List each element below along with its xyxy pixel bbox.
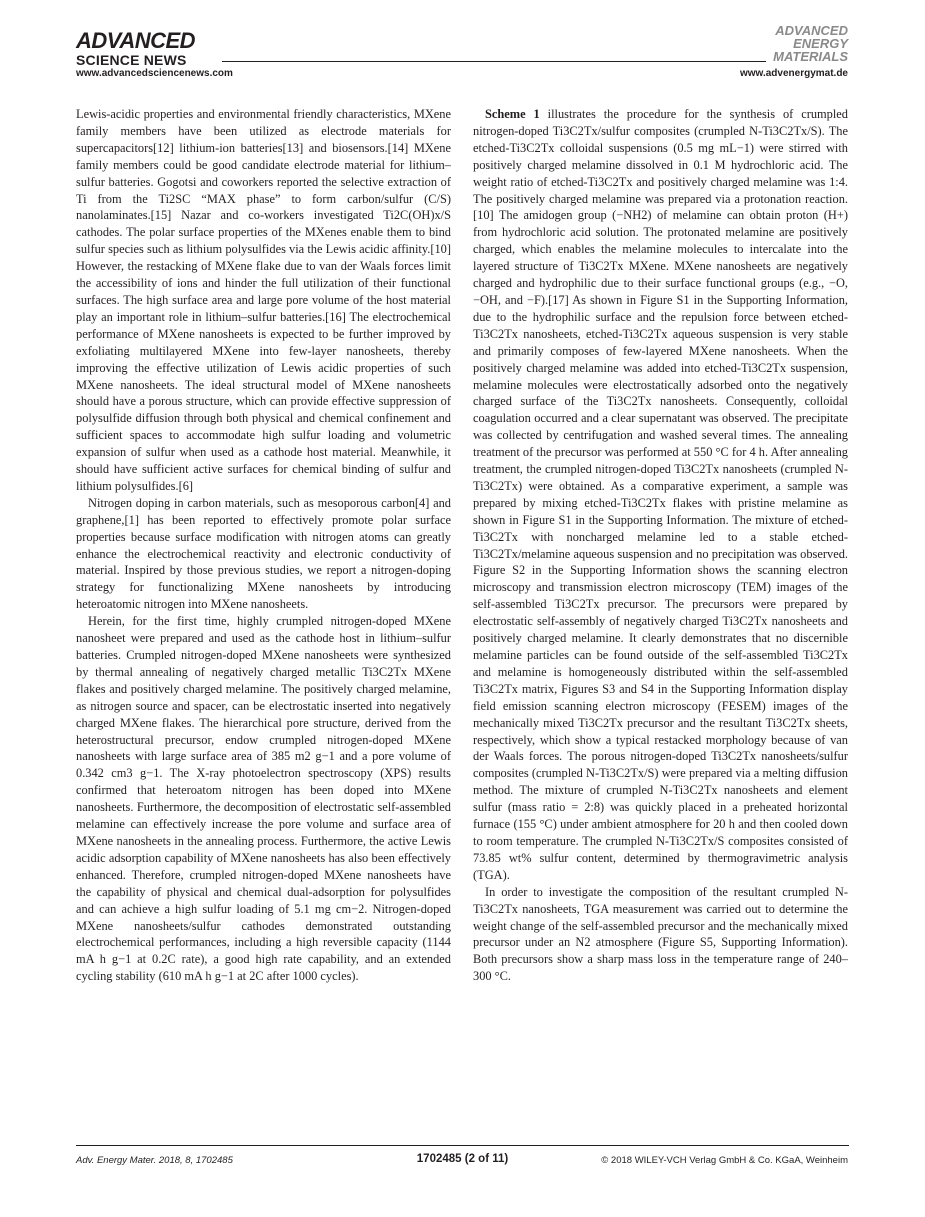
- left-paragraph-1: Lewis-acidic properties and environmental friendly characteristics, MXene family members have been utilized as electrode materials for supercapacitors[12] lithium-ion batteries[13] and biosensors.[14] MXene family members could be good candidate electrode material for lithium–sulfur batteries. Gogotsi and coworkers reported the selective extraction of Ti from the Ti2SC “MAX phase” to form carbon/sulfur (C/S) nanolaminates.[15] Nazar and co-workers investigated Ti2C(OH)x/S cathodes. The polar surface properties of the MXenes enable them to bind sulfur species such as lithium polysulfides via the Lewis acidic affinity.[10] However, the restacking of MXene flake due to van der Waals forces limit the accessibility of ions and hinder the full utilization of their functional surfaces. The high surface area and large pore volume of the host material play an important role in lithium–sulfur batteries.[16] The electrochemical performance of MXene nanosheets is expected to be further improved by exfoliating multilayered MXene into few-layer nanosheets, thereby improving the effective utilization of Lewis acidic properties of such MXene nanosheets. The ideal structural model of MXene nanosheets should have a porous structure, which can provide effective suppression of polysulfide diffusion through both physical and chemical confinement and sufficient spaces to accommodate high sulfur loading and volumetric expansion of sulfur when used as a cathode host material. Meanwhile, it should have sufficient active surfaces for chemical binding of sulfur and lithium polysulfides.[6]: [76, 107, 451, 493]
- journal-url[interactable]: www.advenergymat.de: [740, 68, 848, 79]
- scheme-reference[interactable]: Scheme 1: [485, 107, 540, 121]
- right-paragraph-1-text: illustrates the procedure for the synthesis of crumpled nitrogen-doped Ti3C2Tx/sulfur composites (crumpled N-Ti3C2Tx/S). The etched-Ti3C2Tx colloidal suspensions (0.5 mg mL−1) were stirred with positively charged melamine dissolved in 0.1 M hydrochloric acid. The weight ratio of etched-Ti3C2Tx and positively charged melamine was 1:4. The positively charged melamine was prepared via a protonation reaction.[10] The amidogen group (−NH2) of melamine can obtain proton (H+) from hydrochloric acid solution. The protonated melamine are positively charged, which enables the melamine molecules to intercalate into the layered structure of Ti3C2Tx MXene. MXene nanosheets are negatively charged and hydrophilic due to their surface functional groups (e.g., −O, −OH, and −F).[17] As shown in Figure S1 in the Supporting Information, due to the hydrophilic surface and the repulsion force between etched-Ti3C2Tx nanosheets, etched-Ti3C2Tx aqueous suspension is very stable and primarily composes of few-layered MXene nanosheets. When the positively charged melamine was added into etched-Ti3C2Tx suspension, melamine molecules were electrostatically adsorbed onto the negatively charged surface of the Ti3C2Tx nanosheets. Consequently, colloidal coagulation occurred and a clear supernatant was observed. The precipitate was collected by centrifugation and washed several times. The annealing treatment of the precursor was performed at 550 °C for 4 h. After annealing treatment, the crumpled nitrogen-doped Ti3C2Tx nanosheets (crumpled N-Ti3C2Tx) were obtained. As a comparative experiment, a sample was prepared by mixing etched-Ti3C2Tx flakes with pristine melamine as shown in Figure S1 in the Supporting Information. The mixture of etched-Ti3C2Tx with noncharged melamine led to a stable etched-Ti3C2Tx/melamine aqueous suspension and no precipitation was observed. Figure S2 in the Supporting Information shows the scanning electron microscopy and transmission electron microscopy (TEM) images of the self-assembled Ti3C2Tx precursor. The precursors were prepared by electrostatic self-assembly of negatively charged Ti3C2Tx nanosheets and positively charged melamine. It clearly demonstrates that no discernible melamine particles can be found outside of the self-assembled Ti3C2Tx and melamine is homogeneously distributed within the self-assembled Ti3C2Tx matrix, Figures S3 and S4 in the Supporting Information display field emission scanning electron microscopy (FESEM) images of the mechanically mixed Ti3C2Tx precursor and the resultant Ti3C2Tx sheets, respectively, which show a typical restacked morphology because of van der Waals forces. The porous nitrogen-doped Ti3C2Tx nanosheets/sulfur composites (crumpled N-Ti3C2Tx/S) were prepared via a melting diffusion method. The mixture of crumpled N-Ti3C2Tx nanosheets and element sulfur (mass ratio = 2:8) was quickly placed in a preheated horizontal furnace (155 °C) under ambient atmosphere for 20 h and then cooled down to room temperature. The crumpled N-Ti3C2Tx/S composites consisted of 73.85 wt% sulfur content, determined by thermogravimetric analysis (TGA).: [473, 107, 848, 882]
- header-rule: [222, 61, 766, 62]
- journal-logo-line-1: ADVANCED: [775, 23, 848, 38]
- page-number: 1702485 (2 of 11): [416, 1153, 509, 1165]
- journal-logo-line-2: ENERGY: [793, 36, 848, 51]
- left-paragraph-3: Herein, for the first time, highly crumpled nitrogen-doped MXene nanosheet were prepared and used as the cathode host in lithium–sulfur batteries. Crumpled nitrogen-doped MXene nanosheets were synthesized by thermal annealing of negatively charged metallic Ti3C2Tx MXene flakes and positively charged melamine. The positively charged melamine, as nitrogen source and spacer, can be electrostatic inserted into negatively charged MXene flakes. The hierarchical pore structure, derived from the heterostructural precursor, endow crumpled nitrogen-doped MXene nanosheets with large surface area of 385 m2 g−1 and a pore volume of 0.342 cm3 g−1. The X-ray photoelectron spectroscopy (XPS) results confirmed that heteroatom nitrogen has been doped into MXene nanosheets. Furthermore, the decomposition of electrostatic self-assembled melamine can effectively increase the pore volume and surface area of MXene nanosheets in the annealing process. Furthermore, the active Lewis acidic adsorption capability of MXene nanosheets has also been effectively enhanced. Therefore, crumpled nitrogen-doped MXene nanosheets have the capability of physical and chemical dual-adsorption for polysulfides and can achieve a high sulfur loading of 5.1 mg cm−2. Nitrogen-doped MXene nanosheets/sulfur cathodes demonstrated outstanding electrochemical performances, including a high reversible capacity (1144 mA h g−1 at 0.2C rate), a good high rate capability, and an extended cycling stability (610 mA h g−1 at 2C after 1000 cycles).: [76, 614, 451, 984]
- advanced-science-news-logo[interactable]: [76, 30, 195, 67]
- journal-citation: Adv. Energy Mater. 2018, 8, 1702485: [76, 1155, 233, 1166]
- footer-rule: [76, 1145, 849, 1146]
- publisher-url[interactable]: www.advancedsciencenews.com: [76, 68, 233, 79]
- right-column: [473, 106, 848, 985]
- logo-line-2: SCIENCE NEWS: [76, 52, 187, 68]
- left-column: [76, 106, 451, 985]
- copyright-notice: © 2018 WILEY-VCH Verlag GmbH & Co. KGaA, Weinheim: [601, 1155, 848, 1166]
- right-paragraph-1: [473, 106, 848, 884]
- journal-logo-line-3: MATERIALS: [773, 49, 848, 64]
- advanced-energy-materials-logo[interactable]: [773, 24, 848, 63]
- right-paragraph-2: In order to investigate the composition of the resultant crumpled N-Ti3C2Tx nanosheets, TGA measurement was carried out to determine the weight change of the self-assembled precursor and the mechanically mixed precursor under an N2 atmosphere (Figure S5, Supporting Information). Both precursors show a sharp mass loss in the temperature range of 240–300 °C.: [473, 884, 848, 984]
- left-paragraph-2: Nitrogen doping in carbon materials, such as mesoporous carbon[4] and graphene,[1] has been reported to effectively promote polar surface properties because surface modification with nitrogen atoms can greatly enhance the electrochemical reactivity and electronic conductivity of material. Inspired by those previous studies, we report a nitrogen-doping strategy for functionalizing MXene nanosheets by introducing heteroatomic nitrogen into MXene nanosheets.: [76, 495, 451, 612]
- page-header: [0, 0, 925, 90]
- logo-line-1: ADVANCED: [76, 28, 196, 53]
- page-footer: [0, 1145, 925, 1185]
